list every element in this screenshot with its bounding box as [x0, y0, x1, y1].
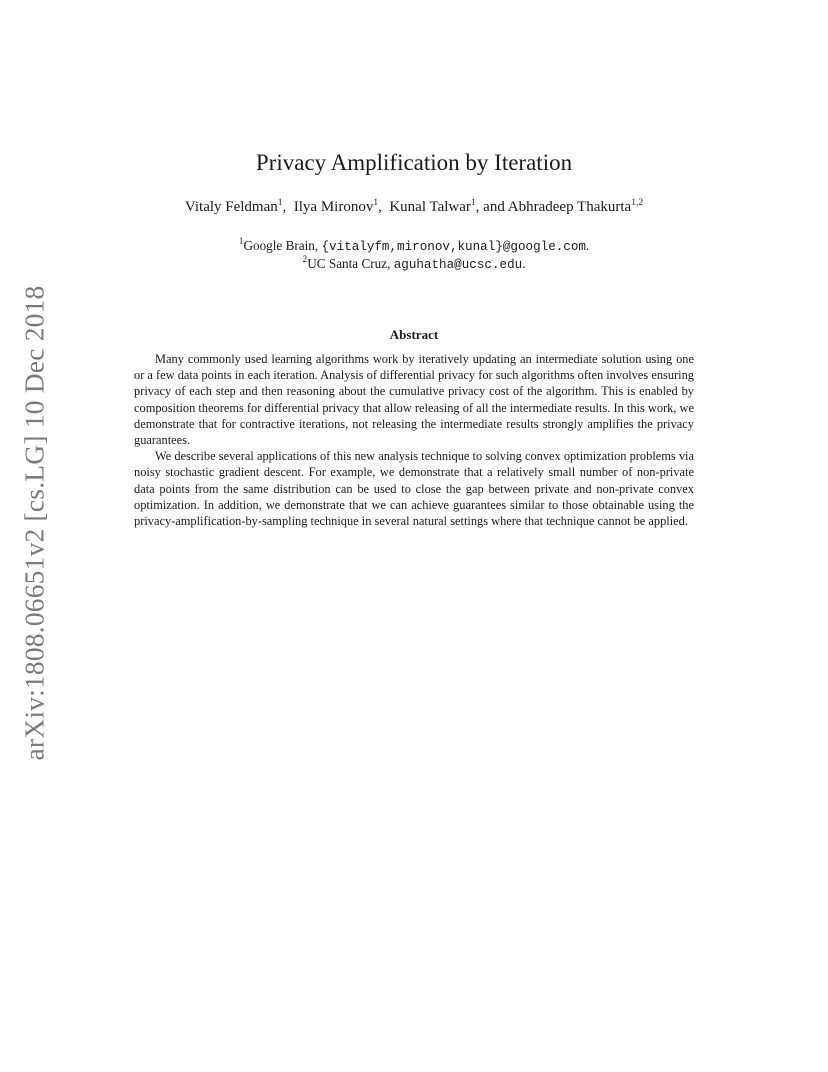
author-name: Ilya Mironov: [293, 199, 374, 215]
abstract-heading: Abstract: [389, 327, 439, 342]
affiliation-institution: Google Brain,: [243, 238, 319, 253]
affiliation-institution: UC Santa Cruz,: [307, 256, 391, 271]
affiliation-mark: 1: [238, 237, 244, 247]
affiliation-end: .: [522, 256, 526, 271]
author-name: Kunal Talwar: [389, 199, 471, 215]
author-conjunction: and: [483, 199, 505, 215]
author-affiliation-mark: 1: [470, 198, 476, 208]
author-affiliation-mark: 1,2: [631, 198, 644, 208]
author-name: Vitaly Feldman: [184, 199, 278, 215]
affiliation-email: aguhatha@ucsc.edu: [393, 258, 523, 272]
abstract-paragraph: Many commonly used learning algorithms work by iteratively updating an intermediate solution using one or a few data points in each iteration. Analysis of differential privacy for such algorithms often involves ensuring privacy of each step and then reasoning about the cumulative privacy cost of the algorithm. This is enabled by composition theorems for differential privacy that allow releasing of all the intermediate results. In this work, we demonstrate that for contractive iterations, not releasing the intermediate results strongly amplifies the privacy guarantees.: [134, 352, 694, 448]
abstract-paragraph: We describe several applications of this new analysis technique to solving convex optimization problems via noisy stochastic gradient descent. For example, we demonstrate that a relatively small number of non-private data points from the same distribution can be used to close the gap between private and non-private convex optimization. In addition, we demonstrate that we can achieve guarantees similar to those obtainable using the privacy-amplification-by-sampling technique in several natural settings where that technique cannot be applied.: [134, 449, 694, 529]
author-affiliation-mark: 1: [373, 198, 379, 208]
arxiv-identifier-text: arXiv:1808.06651v2 [cs.LG] 10 Dec 2018: [18, 284, 50, 761]
author-affiliation-mark: 1: [277, 198, 283, 208]
abstract-body: [134, 351, 694, 529]
author-list: Vitaly Feldman$^1$, Ilya Mironov$^1$, Kunal Talwar$^1$, and Abhradeep Thakurta$^{1,2}$: [184, 198, 644, 215]
affiliation-line: [0, 238, 828, 254]
affiliation-email: {vitalyfm,mironov,kunal}@google.com: [321, 240, 586, 254]
arxiv-identifier-stamp: [14, 285, 54, 760]
affiliation-line: [0, 256, 828, 272]
author-name: Abhradeep Thakurta: [507, 199, 632, 215]
paper-title: Privacy Amplification by Iteration: [255, 150, 573, 175]
affiliation-mark: 2: [302, 255, 308, 265]
affiliation-end: .: [585, 238, 590, 253]
